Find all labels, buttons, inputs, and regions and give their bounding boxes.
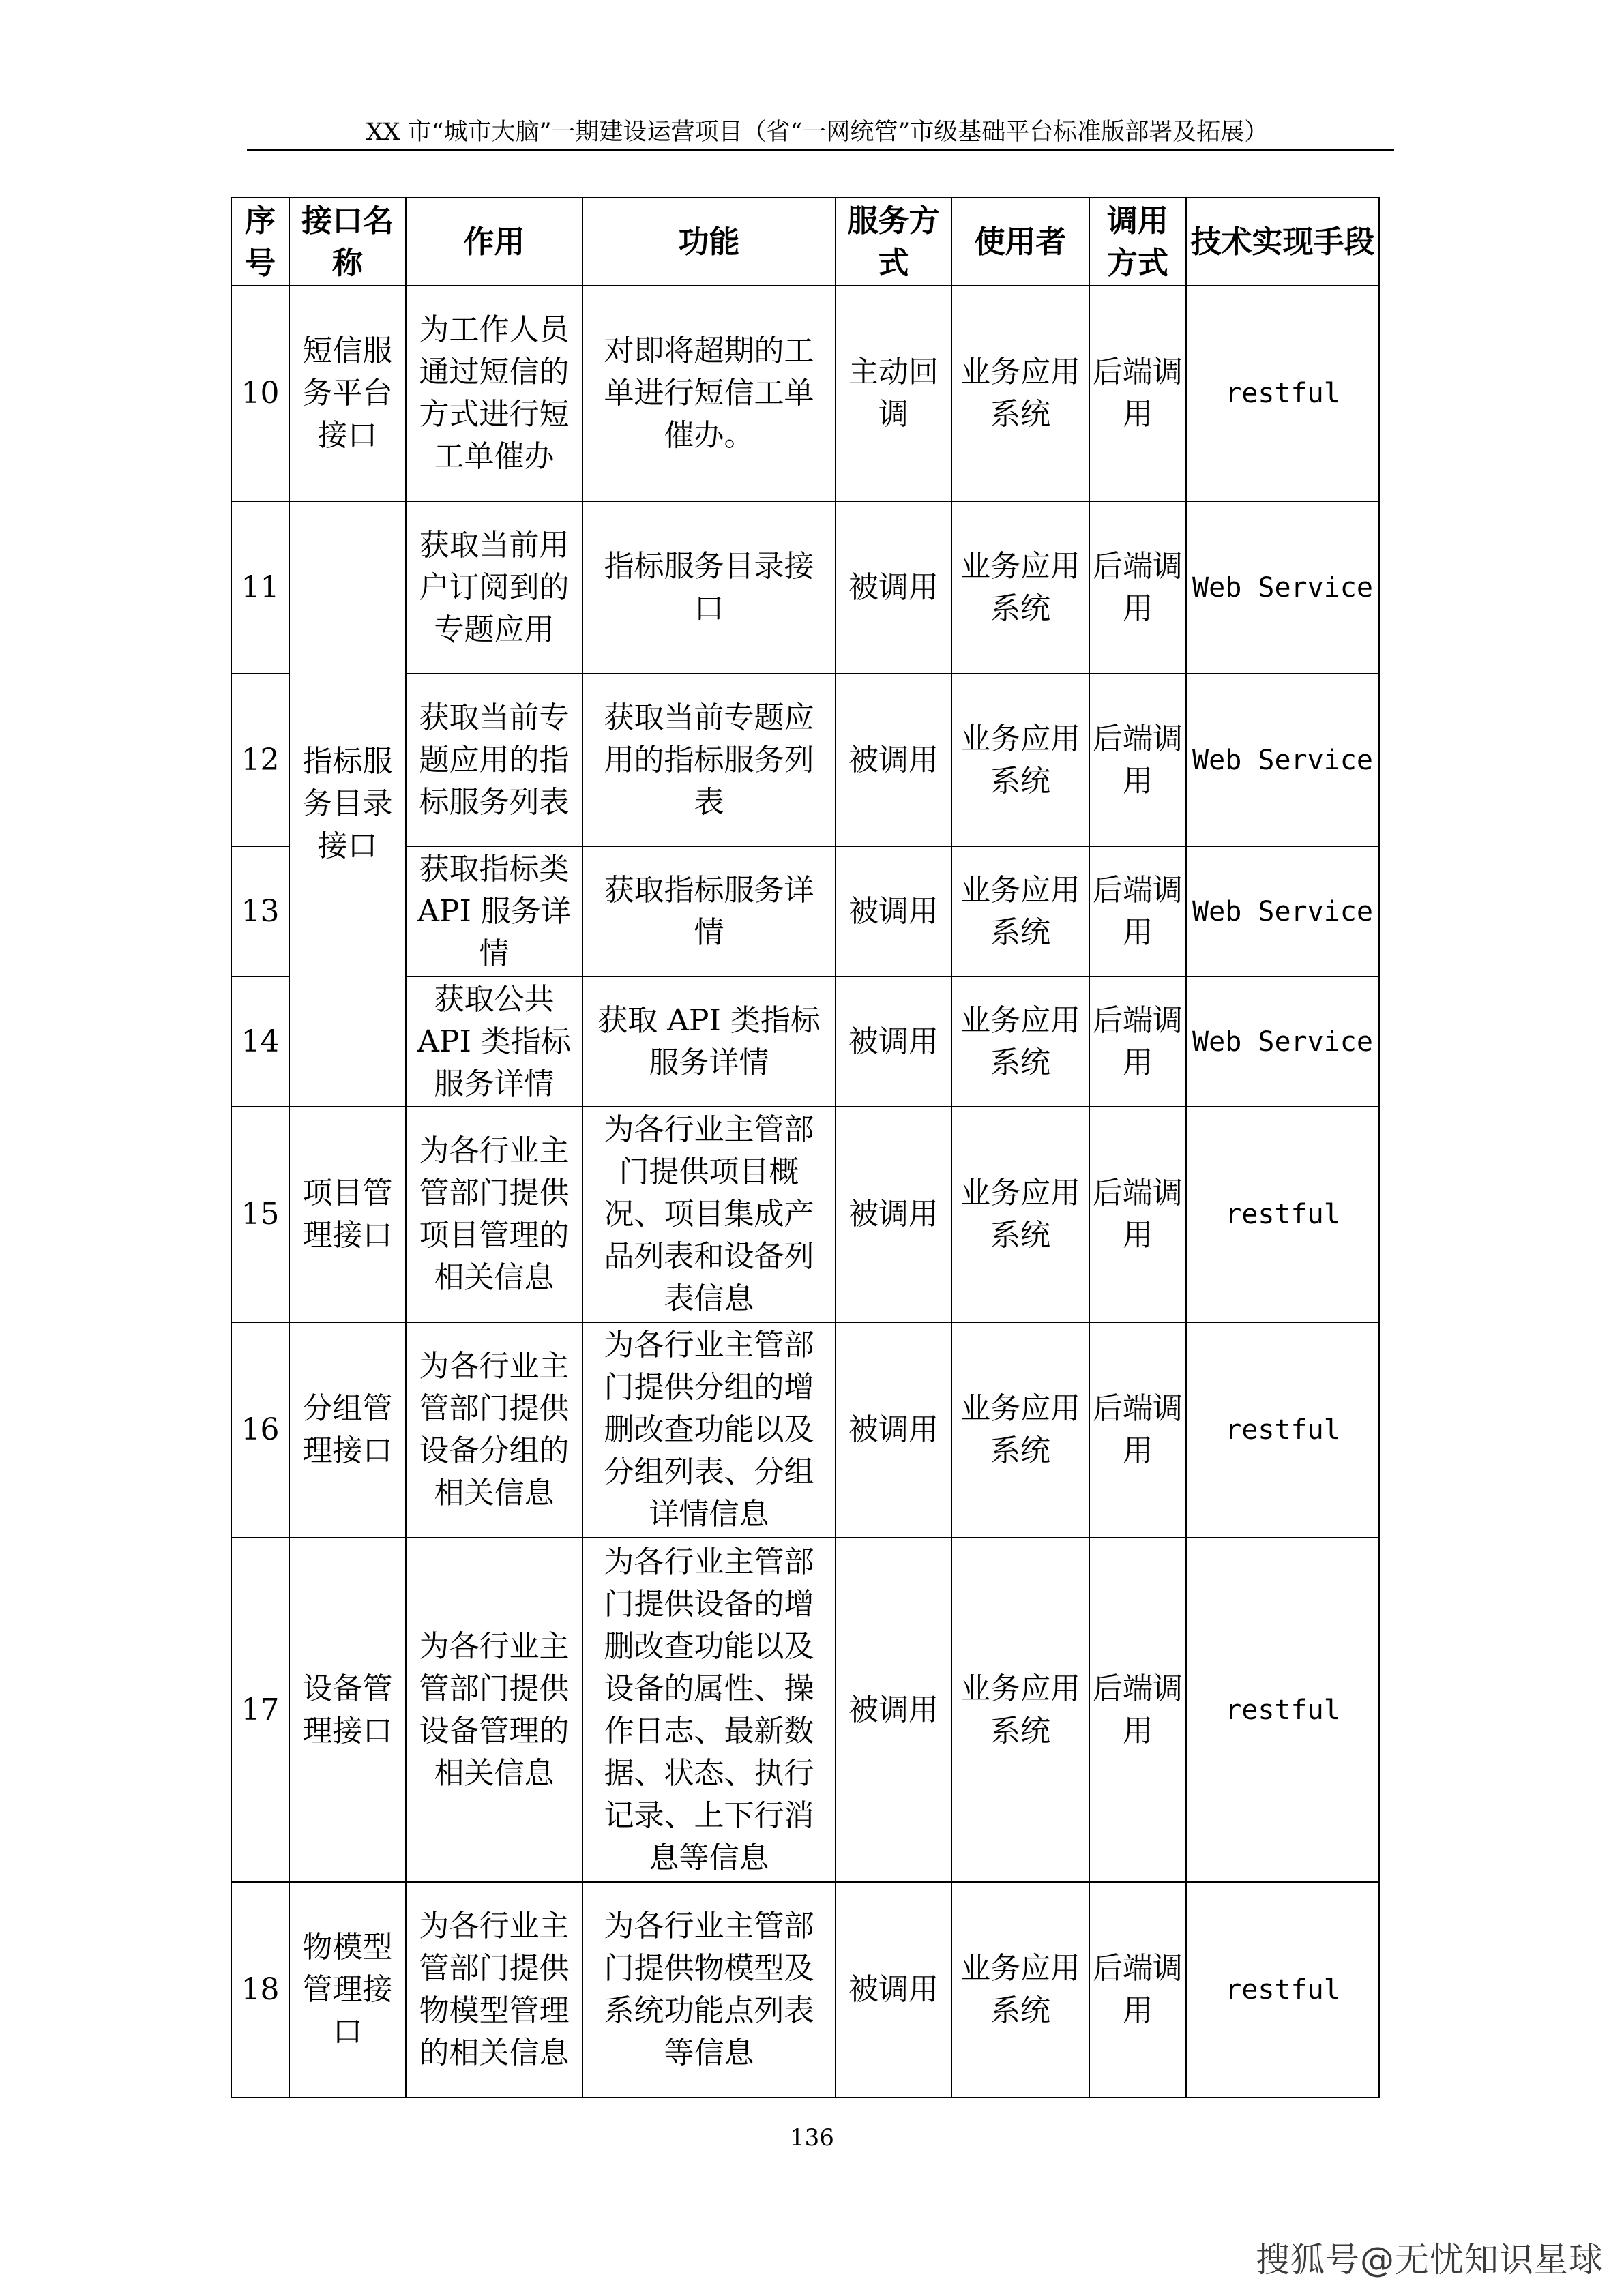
row-call: 后端调用 xyxy=(1089,976,1186,1107)
row-user: 业务应用系统 xyxy=(951,1107,1089,1322)
table-row xyxy=(231,1882,1379,2098)
row-function: 为各行业主管部门提供设备的增删改查功能以及设备的属性、操作日志、最新数据、状态、执行记录、上下行消息等信息 xyxy=(582,1538,836,1882)
col-header-no: 序号 xyxy=(231,198,289,286)
row-user: 业务应用系统 xyxy=(951,286,1089,501)
row-user: 业务应用系统 xyxy=(951,501,1089,674)
table-row xyxy=(231,501,1379,674)
header-rule xyxy=(247,149,1394,151)
row-purpose: 获取当前用户订阅到的专题应用 xyxy=(406,501,582,674)
row-no: 14 xyxy=(231,976,289,1107)
row-service: 被调用 xyxy=(836,1322,951,1538)
row-function: 获取 API 类指标服务详情 xyxy=(582,976,836,1107)
row-purpose: 为各行业主管部门提供设备分组的相关信息 xyxy=(406,1322,582,1538)
col-header-purpose: 作用 xyxy=(406,198,582,286)
col-header-user: 使用者 xyxy=(951,198,1089,286)
row-user: 业务应用系统 xyxy=(951,1538,1089,1882)
row-call: 后端调用 xyxy=(1089,1538,1186,1882)
col-header-tech: 技术实现手段 xyxy=(1186,198,1379,286)
row-function: 指标服务目录接口 xyxy=(582,501,836,674)
row-function: 获取指标服务详情 xyxy=(582,846,836,976)
row-service: 被调用 xyxy=(836,501,951,674)
row-no: 10 xyxy=(231,286,289,501)
row-purpose: 为各行业主管部门提供项目管理的相关信息 xyxy=(406,1107,582,1322)
row-call: 后端调用 xyxy=(1089,286,1186,501)
col-header-function: 功能 xyxy=(582,198,836,286)
row-purpose: 获取当前专题应用的指标服务列表 xyxy=(406,674,582,846)
row-no: 16 xyxy=(231,1322,289,1538)
row-user: 业务应用系统 xyxy=(951,846,1089,976)
row-user: 业务应用系统 xyxy=(951,976,1089,1107)
row-service: 被调用 xyxy=(836,1107,951,1322)
row-tech: Web Service xyxy=(1186,501,1379,674)
row-call: 后端调用 xyxy=(1089,674,1186,846)
row-function: 为各行业主管部门提供物模型及系统功能点列表等信息 xyxy=(582,1882,836,2098)
table-row xyxy=(231,1107,1379,1322)
row-no: 13 xyxy=(231,846,289,976)
table-row xyxy=(231,1322,1379,1538)
row-name: 设备管理接口 xyxy=(289,1538,406,1882)
row-service: 被调用 xyxy=(836,846,951,976)
row-call: 后端调用 xyxy=(1089,1107,1186,1322)
row-service: 被调用 xyxy=(836,674,951,846)
table-row xyxy=(231,286,1379,501)
row-purpose: 获取指标类 API 服务详情 xyxy=(406,846,582,976)
row-function: 获取当前专题应用的指标服务列表 xyxy=(582,674,836,846)
row-tech: Web Service xyxy=(1186,674,1379,846)
interface-table xyxy=(231,197,1380,2098)
row-name-merged: 指标服务目录接口 xyxy=(289,501,406,1107)
row-purpose: 为各行业主管部门提供设备管理的相关信息 xyxy=(406,1538,582,1882)
row-call: 后端调用 xyxy=(1089,846,1186,976)
row-name: 短信服务平台接口 xyxy=(289,286,406,501)
row-tech: restful xyxy=(1186,1882,1379,2098)
watermark-text: 搜狐号@无忧知识星球 xyxy=(1256,2240,1604,2280)
row-no: 18 xyxy=(231,1882,289,2098)
row-user: 业务应用系统 xyxy=(951,1882,1089,2098)
row-tech: Web Service xyxy=(1186,846,1379,976)
row-tech: restful xyxy=(1186,1107,1379,1322)
row-user: 业务应用系统 xyxy=(951,674,1089,846)
col-header-call: 调用方式 xyxy=(1089,198,1186,286)
row-service: 主动回调 xyxy=(836,286,951,501)
row-function: 为各行业主管部门提供项目概况、项目集成产品列表和设备列表信息 xyxy=(582,1107,836,1322)
row-no: 15 xyxy=(231,1107,289,1322)
row-tech: Web Service xyxy=(1186,976,1379,1107)
page-number: 136 xyxy=(790,2124,834,2151)
row-tech: restful xyxy=(1186,1322,1379,1538)
row-user: 业务应用系统 xyxy=(951,1322,1089,1538)
row-call: 后端调用 xyxy=(1089,501,1186,674)
row-no: 17 xyxy=(231,1538,289,1882)
table-row xyxy=(231,1538,1379,1882)
row-call: 后端调用 xyxy=(1089,1322,1186,1538)
page-header: XX 市“城市大脑”一期建设运营项目（省“一网统管”市级基础平台标准版部署及拓展） xyxy=(366,119,1269,146)
row-service: 被调用 xyxy=(836,1538,951,1882)
row-name: 物模型管理接口 xyxy=(289,1882,406,2098)
col-header-service: 服务方式 xyxy=(836,198,951,286)
row-service: 被调用 xyxy=(836,1882,951,2098)
row-purpose: 获取公共 API 类指标服务详情 xyxy=(406,976,582,1107)
row-function: 对即将超期的工单进行短信工单催办。 xyxy=(582,286,836,501)
row-purpose: 为各行业主管部门提供物模型管理的相关信息 xyxy=(406,1882,582,2098)
row-function: 为各行业主管部门提供分组的增删改查功能以及分组列表、分组详情信息 xyxy=(582,1322,836,1538)
row-no: 11 xyxy=(231,501,289,674)
table-header-row xyxy=(231,198,1379,286)
row-tech: restful xyxy=(1186,1538,1379,1882)
row-name: 分组管理接口 xyxy=(289,1322,406,1538)
row-service: 被调用 xyxy=(836,976,951,1107)
row-call: 后端调用 xyxy=(1089,1882,1186,2098)
row-no: 12 xyxy=(231,674,289,846)
row-name: 项目管理接口 xyxy=(289,1107,406,1322)
row-tech: restful xyxy=(1186,286,1379,501)
col-header-name: 接口名称 xyxy=(289,198,406,286)
row-purpose: 为工作人员通过短信的方式进行短工单催办 xyxy=(406,286,582,501)
